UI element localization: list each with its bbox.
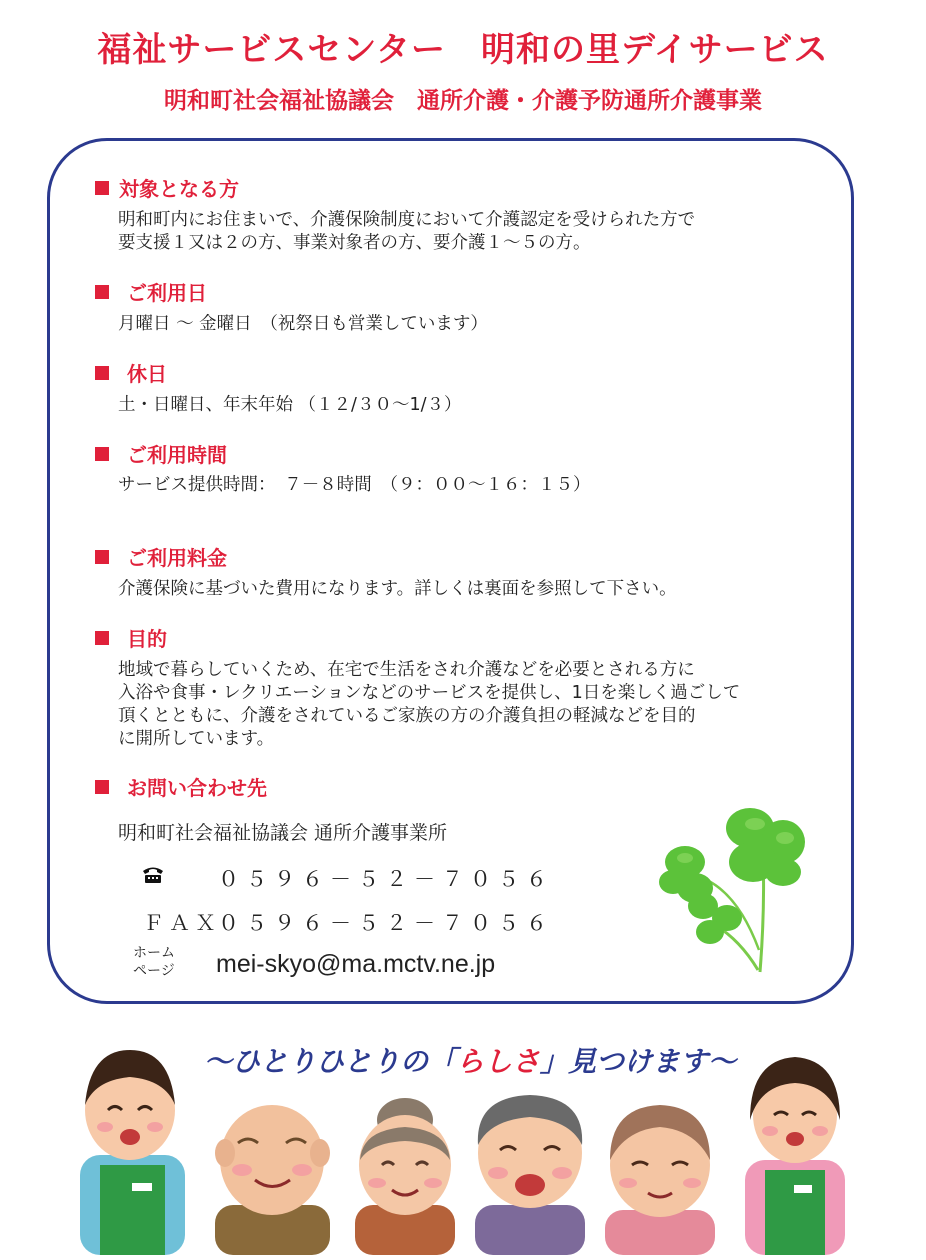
section-heading-days bbox=[95, 277, 207, 306]
bullet-square-icon bbox=[95, 631, 109, 645]
page-title: 福祉サービスセンター 明和の里デイサービス bbox=[97, 30, 829, 70]
purpose-line-3: 頂くとともに、介護をされているご家族の方の介護負担の軽減などを目的 bbox=[118, 706, 696, 726]
section-heading-target bbox=[95, 173, 239, 202]
slogan-highlight: らしさ bbox=[455, 1045, 540, 1078]
contact-org: 明和町社会福祉協議会 通所介護事業所 bbox=[118, 822, 448, 844]
target-line-2: 要支援１又は２の方、事業対象者の方、要介護１～５の方。 bbox=[118, 233, 591, 253]
purpose-line-4: に開所しています。 bbox=[118, 729, 275, 749]
homepage-label-line-1: ホーム bbox=[133, 945, 175, 961]
target-line-1: 明和町内にお住まいで、介護保険制度において介護認定を受けられた方で bbox=[118, 210, 696, 230]
telephone-icon bbox=[141, 864, 165, 888]
fax-number: ０５９６－５２－７０５６ bbox=[218, 911, 554, 935]
hours-text: サービス提供時間： ７－８時間 （９：００～１６：１５） bbox=[118, 475, 591, 495]
bullet-square-icon bbox=[95, 285, 109, 299]
purpose-line-2: 入浴や食事・レクリエーションなどのサービスを提供し、1日を楽しく過ごして bbox=[118, 683, 741, 703]
section-heading-text: お問い合わせ先 bbox=[127, 776, 267, 800]
bullet-square-icon bbox=[95, 780, 109, 794]
section-heading-contact bbox=[95, 772, 267, 801]
section-heading-text: ご利用日 bbox=[127, 281, 207, 305]
page-subtitle: 明和町社会福祉協議会 通所介護・介護予防通所介護事業 bbox=[164, 88, 762, 114]
section-heading-holiday bbox=[95, 358, 167, 387]
homepage-label-line-2: ページ bbox=[133, 963, 175, 979]
days-text: 月曜日 ～ 金曜日 （祝祭日も営業しています） bbox=[118, 314, 488, 334]
section-heading-text: 対象となる方 bbox=[119, 177, 239, 201]
holiday-text: 土・日曜日、年末年始 （１２/３０～1/３） bbox=[118, 395, 462, 415]
purpose-line-1: 地域で暮らしていくため、在宅で生活をされ介護などを必要とされる方に bbox=[118, 660, 695, 680]
homepage-label bbox=[133, 944, 193, 980]
section-heading-text: ご利用時間 bbox=[127, 443, 227, 467]
section-heading-fee bbox=[95, 542, 227, 571]
bullet-square-icon bbox=[95, 181, 109, 195]
clover-illustration bbox=[655, 800, 825, 984]
section-heading-text: 目的 bbox=[127, 627, 167, 651]
tel-number: ０５９６－５２－７０５６ bbox=[218, 867, 554, 891]
bullet-square-icon bbox=[95, 447, 109, 461]
slogan-before: ～ひとりひとりの「 bbox=[203, 1045, 456, 1078]
section-heading-purpose bbox=[95, 623, 167, 652]
people-illustration bbox=[70, 1035, 860, 1259]
section-heading-text: ご利用料金 bbox=[127, 546, 227, 570]
section-heading-hours bbox=[95, 439, 227, 468]
fax-label: ＦＡＸ bbox=[143, 911, 221, 935]
bullet-square-icon bbox=[95, 550, 109, 564]
slogan-after: 」見つけます～ bbox=[540, 1045, 737, 1078]
email-address: mei-skyo@ma.mctv.ne.jp bbox=[216, 950, 496, 978]
section-heading-text: 休日 bbox=[127, 362, 167, 386]
bullet-square-icon bbox=[95, 366, 109, 380]
fee-text: 介護保険に基づいた費用になります。詳しくは裏面を参照して下さい。 bbox=[118, 579, 677, 599]
